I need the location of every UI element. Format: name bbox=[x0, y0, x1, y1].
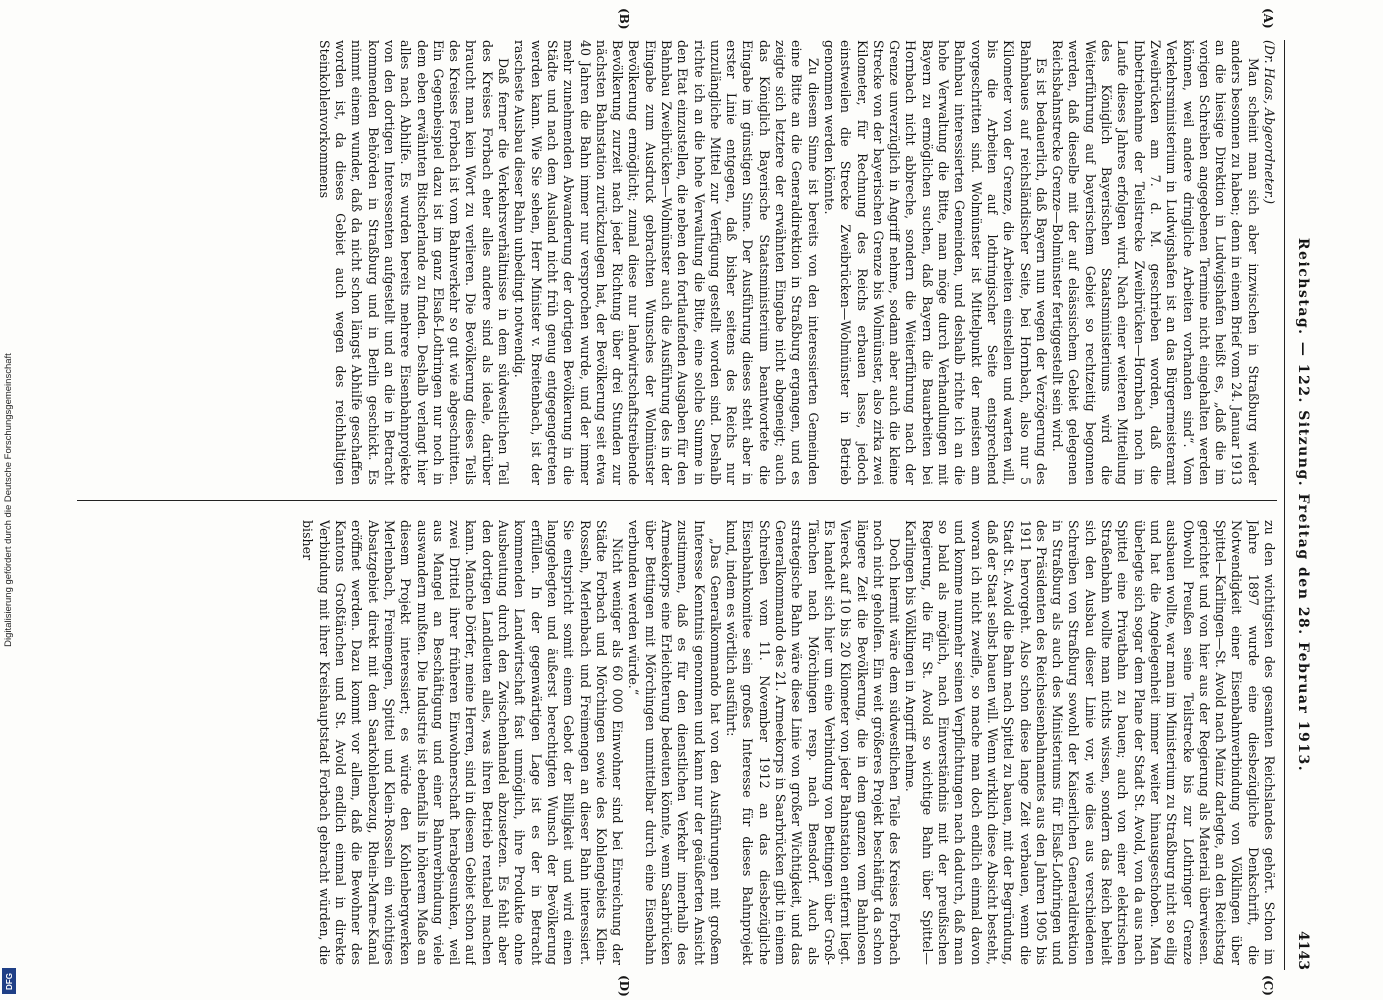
sheet-content bbox=[51, 0, 1331, 1000]
left-paragraph-2: Es ist bedauerlich, daß Bayern nun wegen der Verzögerung des Bahnbaues auf reichsländischer Seite, bei Hornbach, also nur 5 Kilometer von der Grenze, die Arbeiten einstellen und warten will, bis die Arbeiten auf lothringischer Seite entsprechend vorgeschritten sind. Wolmünster ist Mittelpunkt der meisten am Bahnbau interessierten Gemeinden, und deshalb richte ich an die hohe Verwaltung die Bitte, man möge durch Verhandlungen mit Bayern zu ermöglichen suchen, daß Bayern die Bauarbeiten bei Hornbach nicht abbreche, sondern die Weiterführung nach der Grenze unverzüglich in Angriff nehme, sodann aber auch die kleine Strecke von der bayerischen Grenze bis Wolmünster, also zirka zwei Kilometer, für Rechnung des Reichs erbauen lasse, jedoch einstweilen die Strecke Zweibrücken—Wolmünster in Betrieb genommen werden könnte. bbox=[821, 40, 1049, 485]
digitization-strip bbox=[0, 0, 20, 1000]
page-number: 4143 bbox=[1295, 931, 1311, 970]
header-rule bbox=[1284, 40, 1285, 970]
page-header-title: Reichstag. — 122. Sitzung. Freitag den 28. Februar 1913. bbox=[1295, 237, 1311, 773]
dfg-logo-icon bbox=[2, 968, 16, 994]
right-paragraph-1: zu den wichtigsten des gesamten Reichslandes gehört. Schon im Jahre 1897 wurde eine diesbezügliche Denkschrift, die Notwendigkeit einer Eisenbahnverbindung von Völklingen über Spittel—Karlingen—St. Avold nach Mainz darlegte, an den Reichstag gerichtet und von hier aus der Regierung als Material überwiesen. Obwohl Preußen seine Teilstrecke bis zur Lothringer Grenze ausbauen wollte, war man im Ministerium zu Straßburg nicht so eilig und hat die Angelegenheit immer weiter hinausgeschoben. Man überlegte sich sogar dem Plane der Stadt St. Avold, von da aus nach Spittel eine Privatbahn zu bauen; auch von einer elektrischen Straßenbahn wollte man nichts wissen, sondern das Reich behielt sich den Ausbau dieser Linie vor, wie dies aus verschiedenen Schreiben von Straßburg sowohl der Kaiserlichen Generaldirektion in Straßburg als auch des Ministeriums für Elsaß-Lothringen und des Präsidenten des Reichseisenbahnamtes aus den Jahren 1905 bis 1911 hervorgeht. Also schon diese lange Zeit verbauen, wenn die Stadt St. Avold die Bahn nach Spittel zu bauen, mit der Begründung, daß der Staat selbst bauen will. Wenn wirklich diese Absicht besteht, woran ich nicht zweifle, so mache man doch endlich einmal davon und komme nunmehr seinen Verpflichtungen nach dadurch, daß man so bald als möglich, nach Einverständnis mit der preußischen Regierung, die für St. Avold so wichtige Bahn über Spittel—Karlingen bis Völklingen in Angriff nehme. bbox=[903, 520, 1277, 965]
printed-sheet bbox=[51, 0, 1331, 1000]
right-paragraph-2: Doch hiermit wäre dem südwestlichen Teile des Kreises Forbach noch nicht geholfen. Ein weit größeres Projekt beschäftigt da schon längere Zeit die Bevölkerung, die in dem ganzen vom Bahnlosen Viereck auf 10 bis 20 Kilometer von jeder Bahnstation entfernt liegt. Es handelt sich hier um eine Verbindung von Bettingen über Groß-Tänchen nach Mörchingen resp. nach Bensdorf. Auch als strategische Bahn wäre diese Linie von großer Wichtigkeit, und das Generalkommando des 21. Armeekorps in Saarbrücken gibt in einem Schreiben vom 11. November 1912 an das diesbezügliche Eisenbahnkomitee sein großes Interesse für dieses Bahnprojekt kund, indem es wörtlich ausführt: bbox=[724, 520, 903, 965]
dfg-logo-text: DFG bbox=[4, 972, 14, 990]
digitization-note: Digitalisierung gefördert durch die Deutsche Forschungsgemeinschaft bbox=[3, 353, 14, 647]
margin-mark-b: (B) bbox=[617, 8, 631, 30]
margin-mark-c: (C) bbox=[1261, 975, 1275, 996]
right-column bbox=[77, 520, 1277, 965]
left-paragraph-3: Zu diesem Sinne ist bereits von den interessierten Gemeinden eine Bitte an die Generaldirektion in Straßburg ergangen, und es zeigte sich letztere der erwähnten Eingabe nicht abgeneigt; auch das Königlich Bayerische Staatsministerium beantwortete die Eingabe im günstigen Sinne. Der Ausführung dieses steht aber in erster Linie entgegen, daß bisher seitens des Reichs nur unzulängliche Mittel zur Verfügung gestellt worden sind. Deshalb richte ich an die hohe Verwaltung die Bitte, eine solche Summe in den Etat einzustellen, die neben den fortlaufenden Ausgaben für den Bahnbau Zweibrücken—Wolmünster auch die Ausführung des in der Eingabe zum Ausdruck gebrachten Wunsches der Wolmünster Bevölkerung ermöglicht; zumal diese nur landwirtschaftstreibende Bevölkerung zurzeit nach jeder Richtung über drei Stunden zur nächsten Bahnstation zurückzulegen hat, der Bevölkerung seit etwa 40 Jahren die Bahn immer nur versprochen wurde, und der immer mehr zunehmenden Abwanderung der dortigen Bevölkerung in die Städte und nach dem Ausland nicht früh genug entgegengetreten werden kann. Wie Sie sehen, Herr Minister v. Breitenbach, ist der rascheste Ausbau dieser Bahn unbedingt notwendig. bbox=[512, 40, 821, 485]
margin-mark-d: (D) bbox=[617, 975, 631, 997]
sheet-rotation bbox=[51, 0, 1331, 1000]
left-paragraph-1: Man scheint man sich aber inzwischen in Straßburg wieder anders besonnen zu haben; denn in einem Brief vom 24. Januar 1913 an die hiesige Direktion in Ludwigshafen heißt es, „daß die im vorigen Schreiben angegebenen Termine nicht eingehalten werden können, weil andere dringliche Arbeiten vorhanden sind“. Vom Verkehrsministerium in Ludwigshafen ist an das Bürgermeisteramt Zweibrücken am 7. d. M. geschrieben worden, daß die Inbetriebnahme der Teilstrecke Zweibrücken—Hornbach noch im Laufe dieses Jahres erfolgen wird. Nach einer weiteren Mitteilung des Königlich Bayerischen Staatsministeriums wird die Weiterführung auf bayerischem Gebiet so rechtzeitig begonnen werden, daß dieselbe mit der auf elsässischem Gebiet gelegenen Reichsbahnstrecke Grenze—Bolmünster fertiggestellt sein wird. bbox=[1050, 40, 1261, 485]
column-divider bbox=[77, 500, 1277, 501]
right-paragraph-4: Nicht weniger als 60 000 Einwohner sind bei Einreichung der Städte Forbach und Mörchingen sowie des Kohlengebiets Klein-Rosseln, Merlenbach und Freimengen an dieser Bahn interessiert. Sie entspricht somit einem Gebot der Billigkeit und wird einen langgehegten und äußerst berechtigten Wunsch der Bevölkerung erfüllen. In der gegenwärtigen Lage ist es der in Betracht kommenden Landwirtschaft fast unmöglich, ihre Produkte ohne Ausbeutung durch den Zwischenhandel abzusetzen. Es fehlt aber den dortigen Landleuten alles, was ihren Betrieb rentabel machen kann. Manche Dörfer, meine Herren, sind in diesem Gebiet schon auf zwei Drittel ihrer früheren Einwohnerschaft herabgesunken, weil aus Mangel an Beschäftigung und einer Bahnverbindung viele auswandern mußten. Die Industrie ist ebenfalls in höherem Maße an diesem Projekt interessiert; es würde den Kohlenbergwerken Merlenbach, Freimengen, Spittel und Klein-Rosseln ein wichtiges Absatzgebiet direkt mit dem Saarkohlenbezug, Rhein-Marne-Kanal eröffnet werden. Dazu kommt vor allem, daß die Bewohner des Kantons Großtänchen und St. Avold endlich einmal in direkte Verbindung mit ihrer Kreishauptstadt Forbach gebracht würden, die bisher bbox=[300, 520, 626, 965]
left-column bbox=[77, 40, 1277, 485]
left-paragraph-4: Daß ferner die Verkehrsverhältnisse in dem südwestlichen Teil des Kreises Forbach eher alles andere sind als ideale, darüber braucht man kein Wort zu verlieren. Die Bevölkerung dieses Teils des Kreises Forbach ist vom Bahnverkehr so gut wie abgeschnitten. Ein Gegenbeispiel dazu ist im ganz Elsaß-Lothringen nur noch in dem eben erwähnten Bitscherlande zu finden. Deshalb verlangt hier alles nach Abhilfe. Es wurden bereits mehrere Eisenbahnprojekte von den dortigen Interessenten aufgestellt und an die in Betracht kommenden Behörden in Straßburg und in Berlin geschickt. Es nimmt einem wunder, daß da nicht schon längst Abhilfe geschaffen worden ist, da dieses Gebiet auch wegen des reichhaltigen Steinkohlenvorkommens bbox=[316, 40, 512, 485]
margin-mark-a: (A) bbox=[1261, 8, 1275, 29]
speaker-line: (Dr. Haas, Abgeordneter.) bbox=[1262, 40, 1277, 205]
right-paragraph-3: „Das Generalkommando hat von den Ausführungen mit großem Interesse Kenntnis genommen und kann nur der geäußerten Ansicht zustimmen, daß es für den dienstlichen Verkehr innerhalb des Armeekorps eine Erleichterung bedeuten könnte, wenn Saarbrücken über Bettingen mit Mörchingen unmittelbar durch eine Eisenbahn verbunden werden würde.“ bbox=[626, 520, 723, 965]
running-head bbox=[1285, 40, 1311, 970]
